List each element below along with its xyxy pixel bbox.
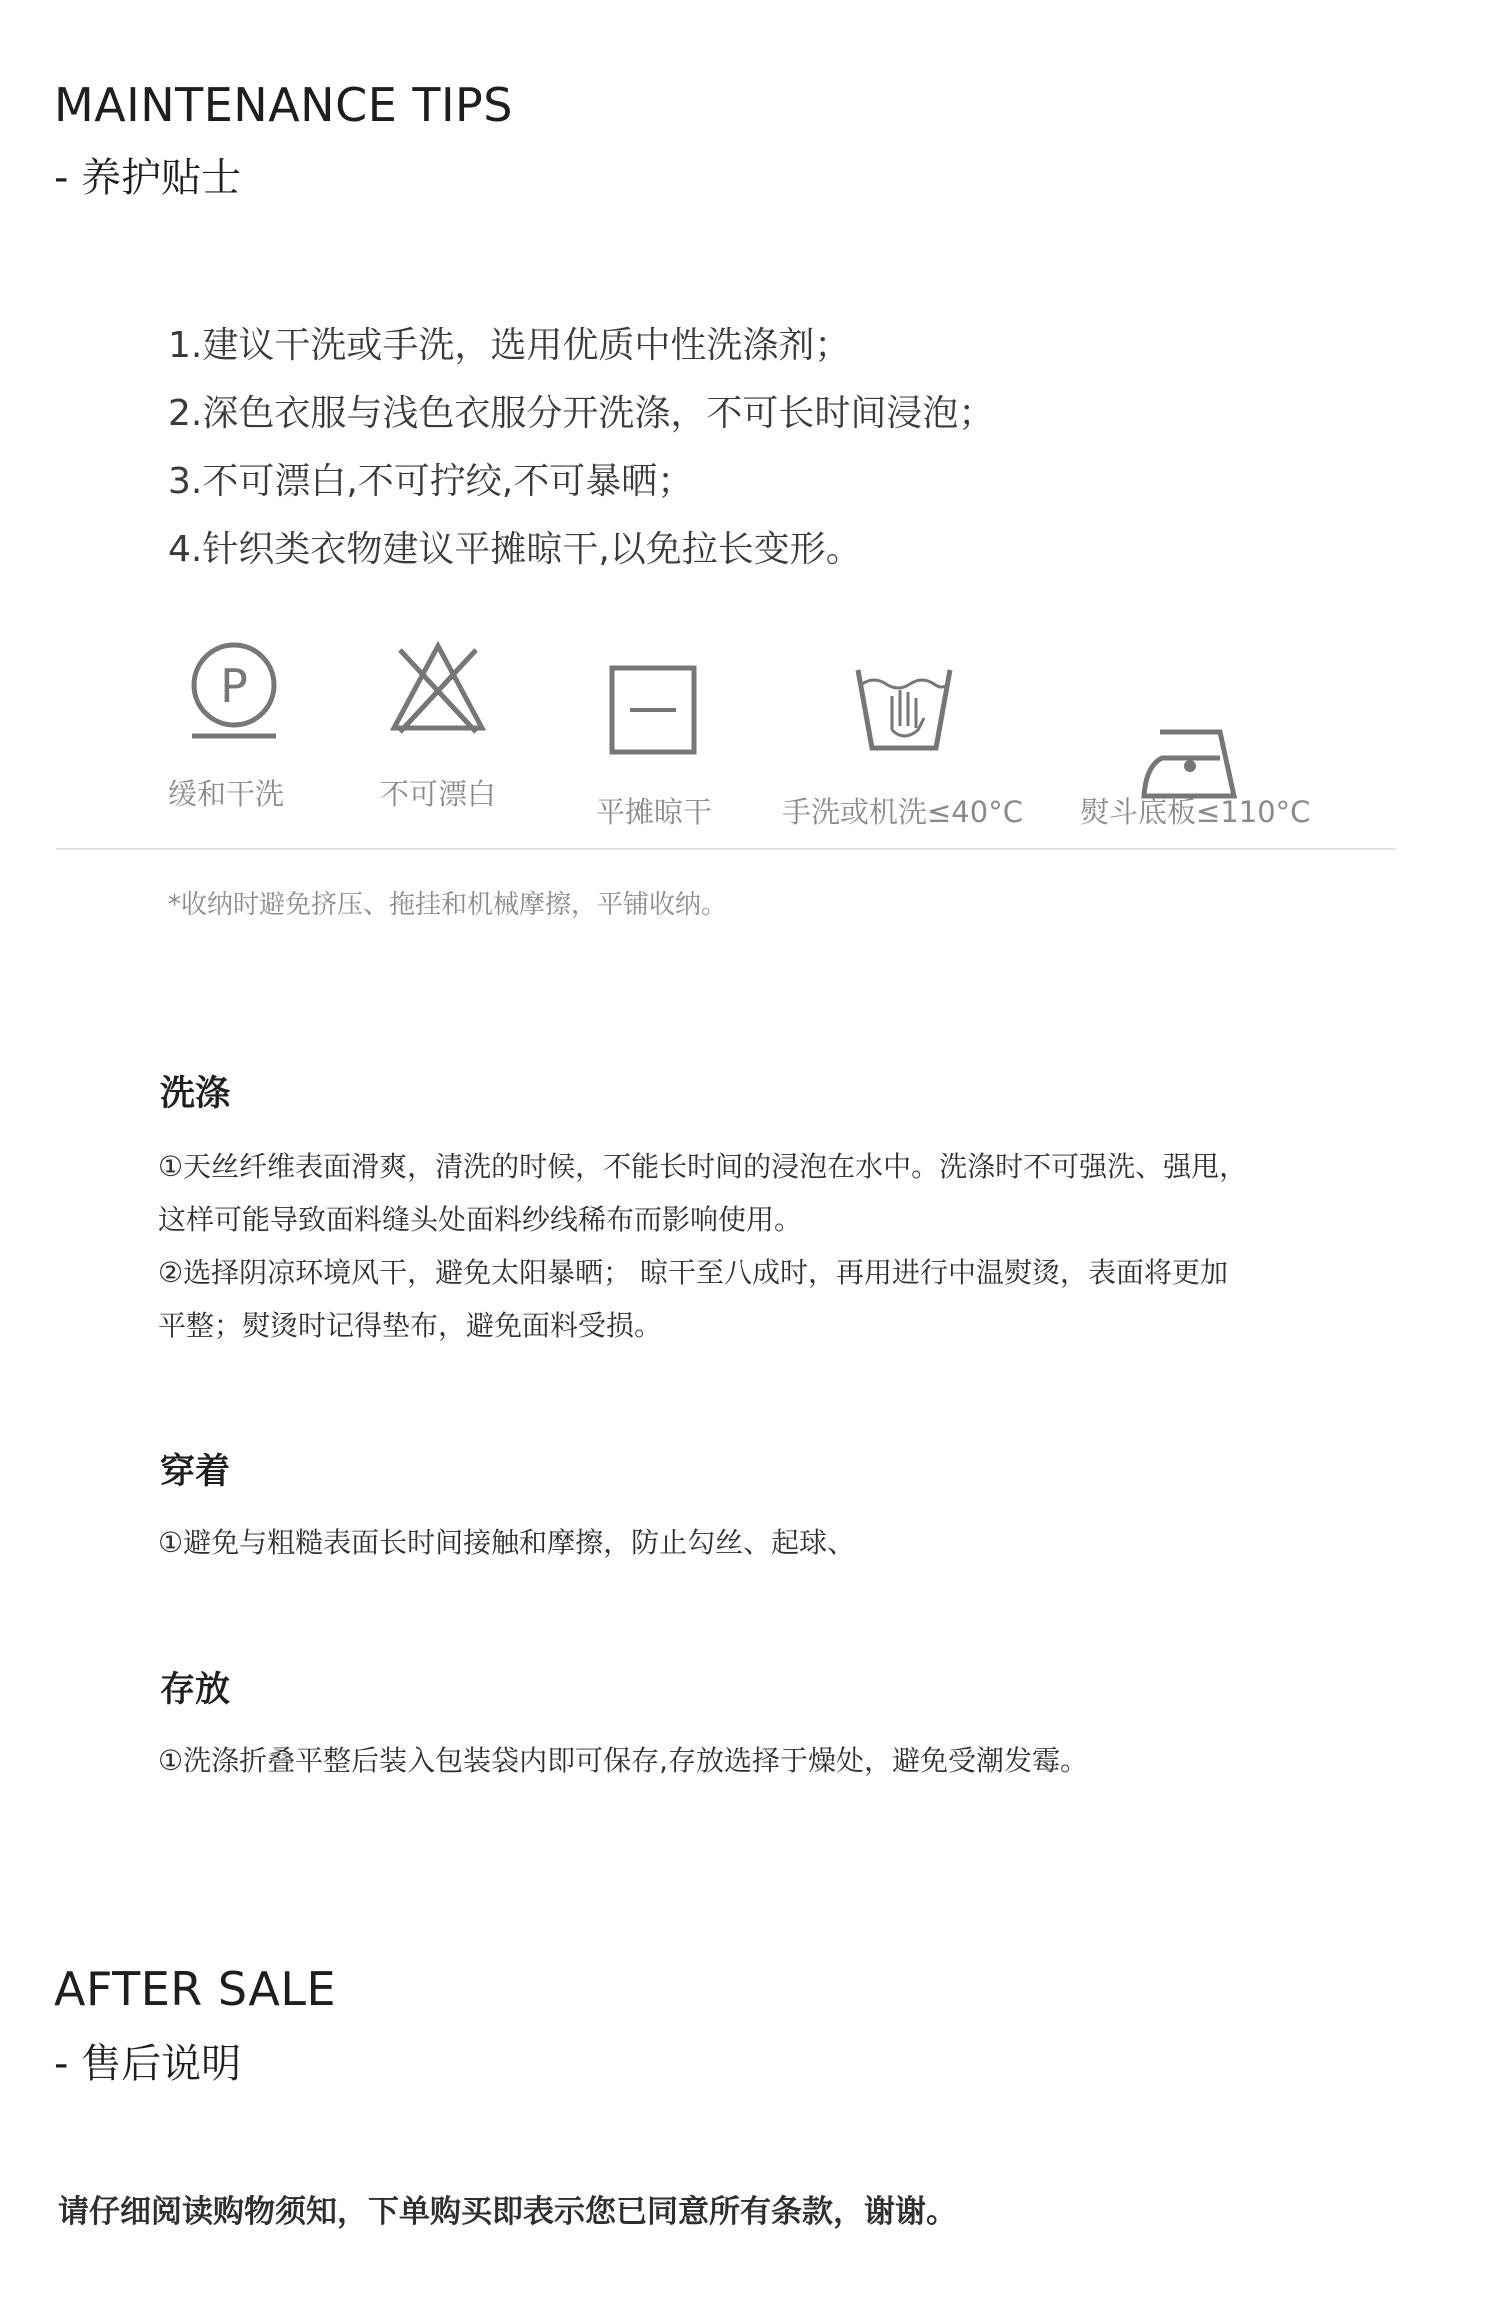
gentle-dry-clean-icon	[184, 640, 284, 740]
svg-text:P: P	[220, 659, 248, 713]
section-divider	[56, 848, 1396, 850]
storage-note: *收纳时避免挤压、拖挂和机械摩擦，平铺收纳。	[168, 890, 728, 920]
after-sale-notice: 请仔细阅读购物须知，下单购买即表示您已同意所有条款，谢谢。	[58, 2194, 957, 2230]
wash-line: 这样可能导致面料缝头处面料纱线稀布而影响使用。	[158, 1203, 803, 1236]
wear-body	[158, 1516, 855, 1569]
wash-line: ②选择阴凉环境风干，避免太阳暴晒； 晾干至八成时，再用进行中温熨烫，表面将更加	[158, 1256, 1229, 1289]
care-label: 不可漂白	[380, 777, 497, 811]
maintenance-subtitle: - 养护贴士	[54, 155, 242, 201]
after-sale-title: AFTER SALE	[54, 1962, 337, 2016]
care-label: 缓和干洗	[168, 777, 285, 811]
do-not-bleach-icon	[388, 638, 488, 738]
wash-heading: 洗涤	[160, 1074, 231, 1114]
tip-item: 1.建议干洗或手洗，选用优质中性洗涤剂；	[168, 325, 851, 366]
after-sale-subtitle: - 售后说明	[54, 2041, 242, 2087]
wear-heading: 穿着	[160, 1452, 231, 1492]
tip-item: 2.深色衣服与浅色衣服分开洗涤，不可长时间浸泡；	[168, 393, 995, 434]
wash-body	[158, 1140, 1247, 1352]
maintenance-title: MAINTENANCE TIPS	[54, 78, 513, 132]
wear-line: ①避免与粗糙表面长时间接触和摩擦，防止勾丝、起球、	[158, 1526, 856, 1559]
wash-line: ①天丝纤维表面滑爽，清洗的时候，不能长时间的浸泡在水中。洗涤时不可强洗、强甩，	[158, 1150, 1248, 1183]
dry-flat-icon	[608, 664, 698, 756]
maintenance-tips-list	[168, 312, 994, 584]
tip-item: 4.针织类衣物建议平摊晾干,以免拉长变形。	[168, 529, 862, 570]
care-label: 熨斗底板≤110°C	[1080, 795, 1311, 829]
wash-line: 平整；熨烫时记得垫布，避免面料受损。	[158, 1309, 663, 1342]
hand-wash-icon	[854, 660, 954, 756]
care-label: 手洗或机洗≤40°C	[782, 795, 1023, 829]
storage-heading: 存放	[160, 1670, 231, 1710]
storage-body	[158, 1734, 1088, 1787]
tip-item: 3.不可漂白,不可拧绞,不可暴晒；	[168, 461, 694, 502]
storage-line: ①洗涤折叠平整后装入包装袋内即可保存,存放选择于燥处，避免受潮发霉。	[158, 1744, 1089, 1777]
care-label: 平摊晾干	[596, 795, 713, 829]
